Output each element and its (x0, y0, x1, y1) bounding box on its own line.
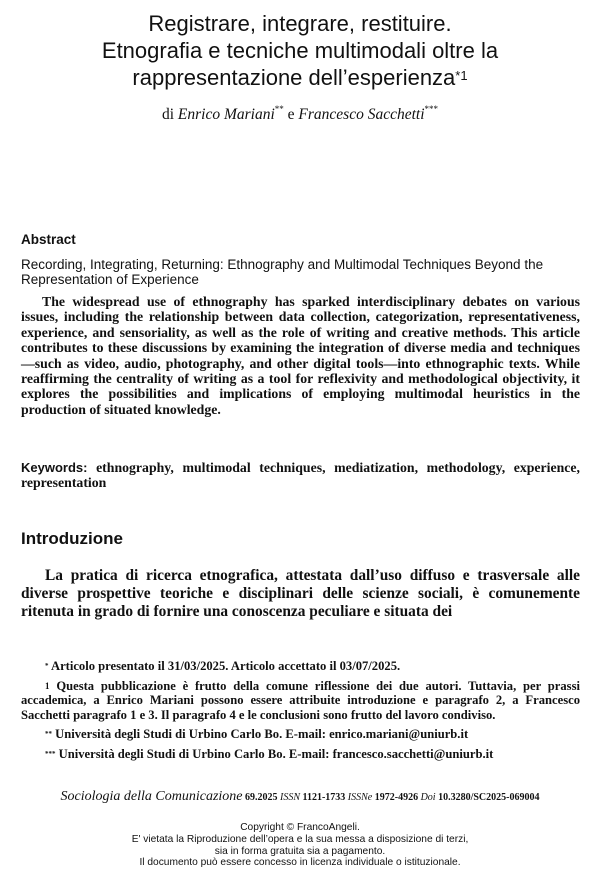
issne-label: ISSNe (347, 792, 373, 803)
issne-value: 1972-4926 (374, 792, 419, 803)
keywords-label: Keywords (21, 460, 84, 475)
copyright-line: Copyright © FrancoAngeli. (240, 822, 360, 833)
introduction-body: La pratica di ricerca etnografica, attestata dall’uso diffuso e trasversale alle diverse prospettive teoriche e disciplinari delle scienze sociali, è comunemente ritenuta in grado di fornire una conoscenza peculiare e situata dei (21, 567, 580, 620)
footnote-text: Università degli Studi di Urbino Carlo Bo. E-mail: enrico.mariani@uniurb.it (55, 727, 469, 742)
author-2-footnote-marker[interactable]: *** (424, 104, 439, 114)
footnote-text: Università degli Studi di Urbino Carlo Bo. E-mail: francesco.sacchetti@uniurb.it (58, 746, 494, 761)
footnote (21, 659, 580, 674)
abstract-heading: Abstract (21, 232, 76, 247)
journal-issue: 69.2025 (245, 792, 278, 803)
journal-name: Sociologia della Comunicazione (60, 789, 243, 804)
footnote (21, 747, 580, 762)
section-heading-introduction: Introduzione (21, 529, 123, 548)
doi-value: 10.3280/SC2025-069004 (438, 792, 540, 803)
author-prefix: di (161, 106, 175, 123)
footnote-marker: *** (45, 749, 56, 758)
footnotes (21, 659, 580, 767)
keywords (21, 460, 580, 491)
copyright-line: E' vietata la Riproduzione dell’opera e la sua messa a disposizione di terzi, (131, 833, 469, 845)
author-1-footnote-marker[interactable]: ** (274, 104, 284, 114)
footnote-text: Questa pubblicazione è frutto della comune riflessione dei due autori. Tuttavia, per prassi accademica, a Enrico Mariani possono essere attribuite introduzione e paragrafo 2, a Francesco Sacchetti paragrafo 1 e 3. Il paragrafo 4 e le conclusioni sono frutto del lavoro condiviso. (21, 678, 580, 722)
title-footnote-marker[interactable]: *1 (455, 68, 468, 83)
footnote-marker: * (45, 662, 49, 670)
article-title (0, 10, 600, 91)
author-conjunction: e (287, 106, 295, 123)
keywords-separator: : (83, 460, 88, 475)
copyright-notice (0, 822, 600, 869)
abstract-english-title: Recording, Integrating, Returning: Ethnography and Multimodal Techniques Beyond the Representation of Experience (21, 257, 544, 287)
journal-citation-line (0, 789, 600, 805)
title-line-2: Etnografia e tecniche multimodali oltre la (101, 38, 499, 63)
title-line-1: Registrare, integrare, restituire. (148, 11, 452, 36)
keywords-values: ethnography, multimodal techniques, mediatization, methodology, experience, representation (21, 460, 581, 491)
footnote-marker: ** (45, 730, 52, 739)
title-line-3-text: rappresentazione dell’esperienza (132, 65, 456, 90)
issn-value: 1121-1733 (302, 792, 346, 803)
copyright-line: Il documento può essere concesso in licenza individuale o istituzionale. (139, 857, 461, 869)
copyright-line: sia in forma gratuita sia a pagamento. (214, 845, 386, 857)
issn-label: ISSN (280, 792, 300, 803)
author-line (0, 106, 600, 124)
author-name-1: Enrico Mariani (177, 106, 275, 123)
footnote (21, 727, 580, 742)
author-name-2: Francesco Sacchetti (298, 106, 425, 123)
footnote-marker: 1 (45, 680, 50, 691)
doi-label: Doi (420, 792, 436, 803)
abstract-body: The widespread use of ethnography has sparked interdisciplinary debates on various issues, including the relationship between data collection, categorization, representativeness, experience, and sensoriality, as well as the role of writing and creative methods. This article contributes to these discussions by examining the integration of diverse media and techniques—such as video, audio, photography, and other digital tools—into ethnographic texts. While reaffirming the centrality of writing as a tool for reflexivity and methodological objectivity, it explores the possibilities and implications of employing multimodal heuristics in the production of situated knowledge. (21, 294, 580, 417)
footnote-text: Articolo presentato il 31/03/2025. Articolo accettato il 03/07/2025. (50, 659, 401, 673)
footnote (21, 679, 580, 723)
title-line-3 (0, 64, 600, 91)
